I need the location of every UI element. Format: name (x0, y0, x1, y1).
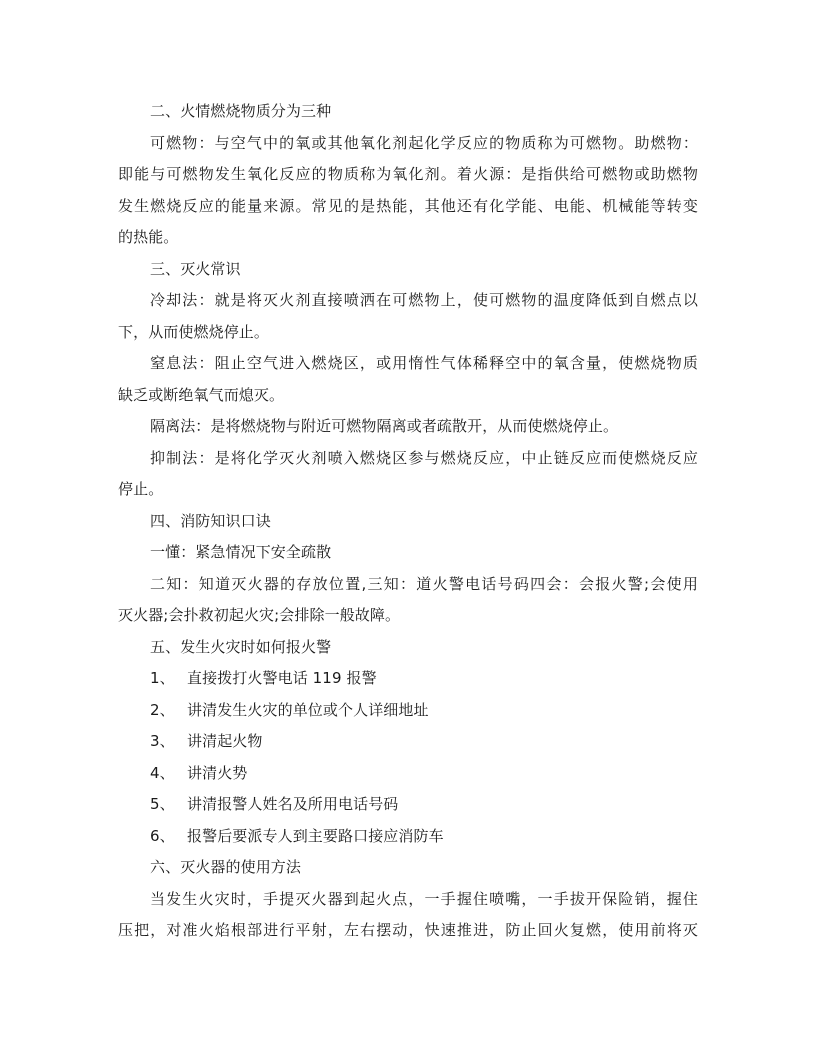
section-heading: 三、灭火常识 (150, 259, 241, 278)
list-item-text: 讲清报警人姓名及所用电话号码 (187, 795, 399, 813)
paragraph-line: 冷却法：就是将灭火剂直接喷洒在可燃物上，使可燃物的温度降低到自燃点以 (150, 291, 698, 309)
paragraph-line: 下，从而使燃烧停止。 (118, 322, 270, 341)
paragraph-line: 缺乏或断绝氧气而熄灭。 (118, 385, 285, 404)
list-item-text: 讲清发生火灾的单位或个人详细地址 (187, 700, 429, 719)
list-item (118, 726, 698, 758)
list-item-text: 讲清火势 (187, 763, 248, 782)
list-item-number: 3、 (150, 732, 175, 750)
list-item-text: 讲清起火物 (187, 732, 263, 750)
list-item-number: 4、 (150, 763, 175, 782)
paragraph-line: 隔离法：是将燃烧物与附近可燃物隔离或者疏散开，从而使燃烧停止。 (150, 417, 619, 435)
section-heading: 二、火情燃烧物质分为三种 (150, 102, 332, 120)
paragraph-line: 即能与可燃物发生氧化反应的物质称为氧化剂。着火源：是指供给可燃物或助燃物 (118, 165, 698, 183)
list-item (118, 695, 698, 727)
list-item (118, 789, 698, 821)
list-item-number: 6、 (150, 826, 175, 845)
list-item-text: 报警后要派专人到主要路口接应消防车 (187, 826, 444, 845)
list-item-number: 2、 (150, 700, 175, 719)
list-item-number: 5、 (150, 795, 175, 813)
list-item (118, 663, 698, 695)
paragraph-line: 窒息法：阻止空气进入燃烧区，或用惰性气体稀释空中的氧含量，使燃烧物质 (150, 354, 698, 372)
paragraph-line: 抑制法：是将化学灭火剂喷入燃烧区参与燃烧反应，中止链反应而使燃烧反应 (150, 448, 698, 467)
paragraph-line: 当发生火灾时，手提灭火器到起火点，一手握住喷嘴，一手拔开保险销，握住 (150, 889, 698, 908)
section-heading: 四、消防知识口诀 (150, 511, 271, 530)
paragraph-line: 发生燃烧反应的能量来源。常见的是热能，其他还有化学能、电能、机械能等转变 (118, 196, 698, 215)
paragraph-line: 一懂：紧急情况下安全疏散 (150, 543, 332, 561)
list-item (118, 758, 698, 790)
document-body (118, 96, 698, 947)
list-item-number: 1、 (150, 669, 175, 687)
paragraph-line: 灭火器;会扑救初起火灾;会排除一般故障。 (118, 606, 401, 624)
paragraph-line: 可燃物：与空气中的氧或其他氧化剂起化学反应的物质称为可燃物。助燃物： (150, 133, 698, 152)
list-item (118, 821, 698, 853)
paragraph-line: 的热能。 (118, 228, 179, 246)
section-heading: 六、灭火器的使用方法 (150, 858, 302, 876)
paragraph-line: 压把，对准火焰根部进行平射，左右摆动，快速推进，防止回火复燃，使用前将灭 (118, 921, 698, 939)
list-item-text: 直接拨打火警电话 119 报警 (187, 669, 377, 687)
paragraph-line: 停止。 (118, 480, 164, 498)
section-heading: 五、发生火灾时如何报火警 (150, 637, 332, 656)
paragraph-line: 二知：知道灭火器的存放位置,三知：道火警电话号码四会：会报火警;会使用 (150, 574, 698, 593)
